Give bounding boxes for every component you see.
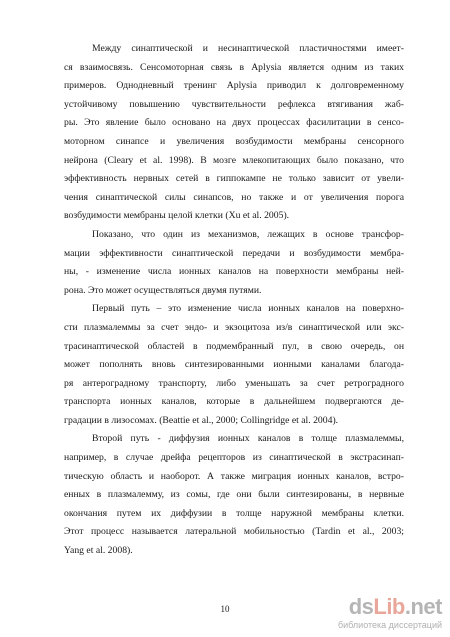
text-line: нейрона (Cleary et al. 1998). В мозге млекопитающих было показано, что [64,154,404,166]
dslib-watermark [292,594,442,634]
text-line: эффективность нервных сетей в гиппокампе не только зависит от увели- [64,173,404,185]
text-line: ся взаимосвязь. Сенсомоторная связь в Aplysia является одним из таких [64,61,404,73]
text-line: сти плазмалеммы за счет эндо- и экзоцитоза из/в синаптической или экс- [64,321,404,333]
text-line: енных в плазмалемму, из сомы, где они были синтезированы, в нервные [64,489,404,501]
text-line: моторном синапсе и увеличения возбудимости мембраны сенсорного [64,135,404,147]
text-line: ны, - изменение числа ионных каналов на поверхности мембраны ней- [64,266,404,278]
text-line: рона. Это может осуществляться двумя путями. [64,284,262,296]
paragraph [64,300,404,430]
paragraph [64,40,404,226]
text-line: мации эффективности синаптической передачи и возбудимости мембра- [64,247,404,259]
text-line: возбудимости мембраны целой клетки (Xu et al. 2005). [64,210,290,222]
logo-part-lib: Lib [373,594,405,619]
dslib-logo [349,594,442,620]
text-line: тическую область и наоборот. А также миграция ионных каналов, встро- [64,470,404,482]
text-line: трасинаптической областей в подмембранный пул, в свою очередь, он [64,340,404,352]
text-line: Этот процесс называется латеральной мобильностью (Tardin et al., 2003; [64,526,404,538]
text-line: окончания путем их диффузии в толще наружной мембраны клетки. [64,507,404,519]
text-line: транспорта ионных каналов, которые в дальнейшем подвергаются де- [64,396,404,408]
logo-part-net: .net [404,594,442,619]
text-line: ры. Это явление было основано на двух процессах фасилитации в сенсо- [64,117,404,129]
text-line: может пополнять вновь синтезированными ионными каналами благода- [64,359,404,371]
text-line: ря антероградному транспорту, либо уменьшать за счет ретроградного [64,377,404,389]
logo-part-ds: ds [348,594,374,619]
text-line: примеров. Однодневный тренинг Aplysia приводил к долговременному [64,80,404,92]
text-line: чения синаптической силы синапсов, но также и от увеличения порога [64,191,404,203]
paragraph [64,226,404,300]
page-number: 10 [220,604,230,614]
text-line: Второй путь - диффузия ионных каналов в толще плазмалеммы, [92,433,404,445]
text-line: устойчивому повышению чувствительности рефлекса втягивания жаб- [64,98,404,110]
paragraph [64,430,404,560]
text-line: Между синаптической и несинаптической пластичностями имеет- [92,43,404,54]
text-line: например, в случае дрейфа рецепторов из синаптической в экстрасинап- [64,452,404,464]
body-text [64,40,404,561]
text-line: градации в лизосомах. (Beattie et al., 2000; Collingridge et al. 2004). [64,414,339,426]
text-line: Показано, что один из механизмов, лежащих в основе трансфор- [92,228,404,240]
dslib-tagline: библиотека диссертаций [337,620,442,630]
text-line: Yang et al. 2008). [64,545,133,557]
text-line: Первый путь – это изменение числа ионных каналов на поверхно- [92,303,404,315]
